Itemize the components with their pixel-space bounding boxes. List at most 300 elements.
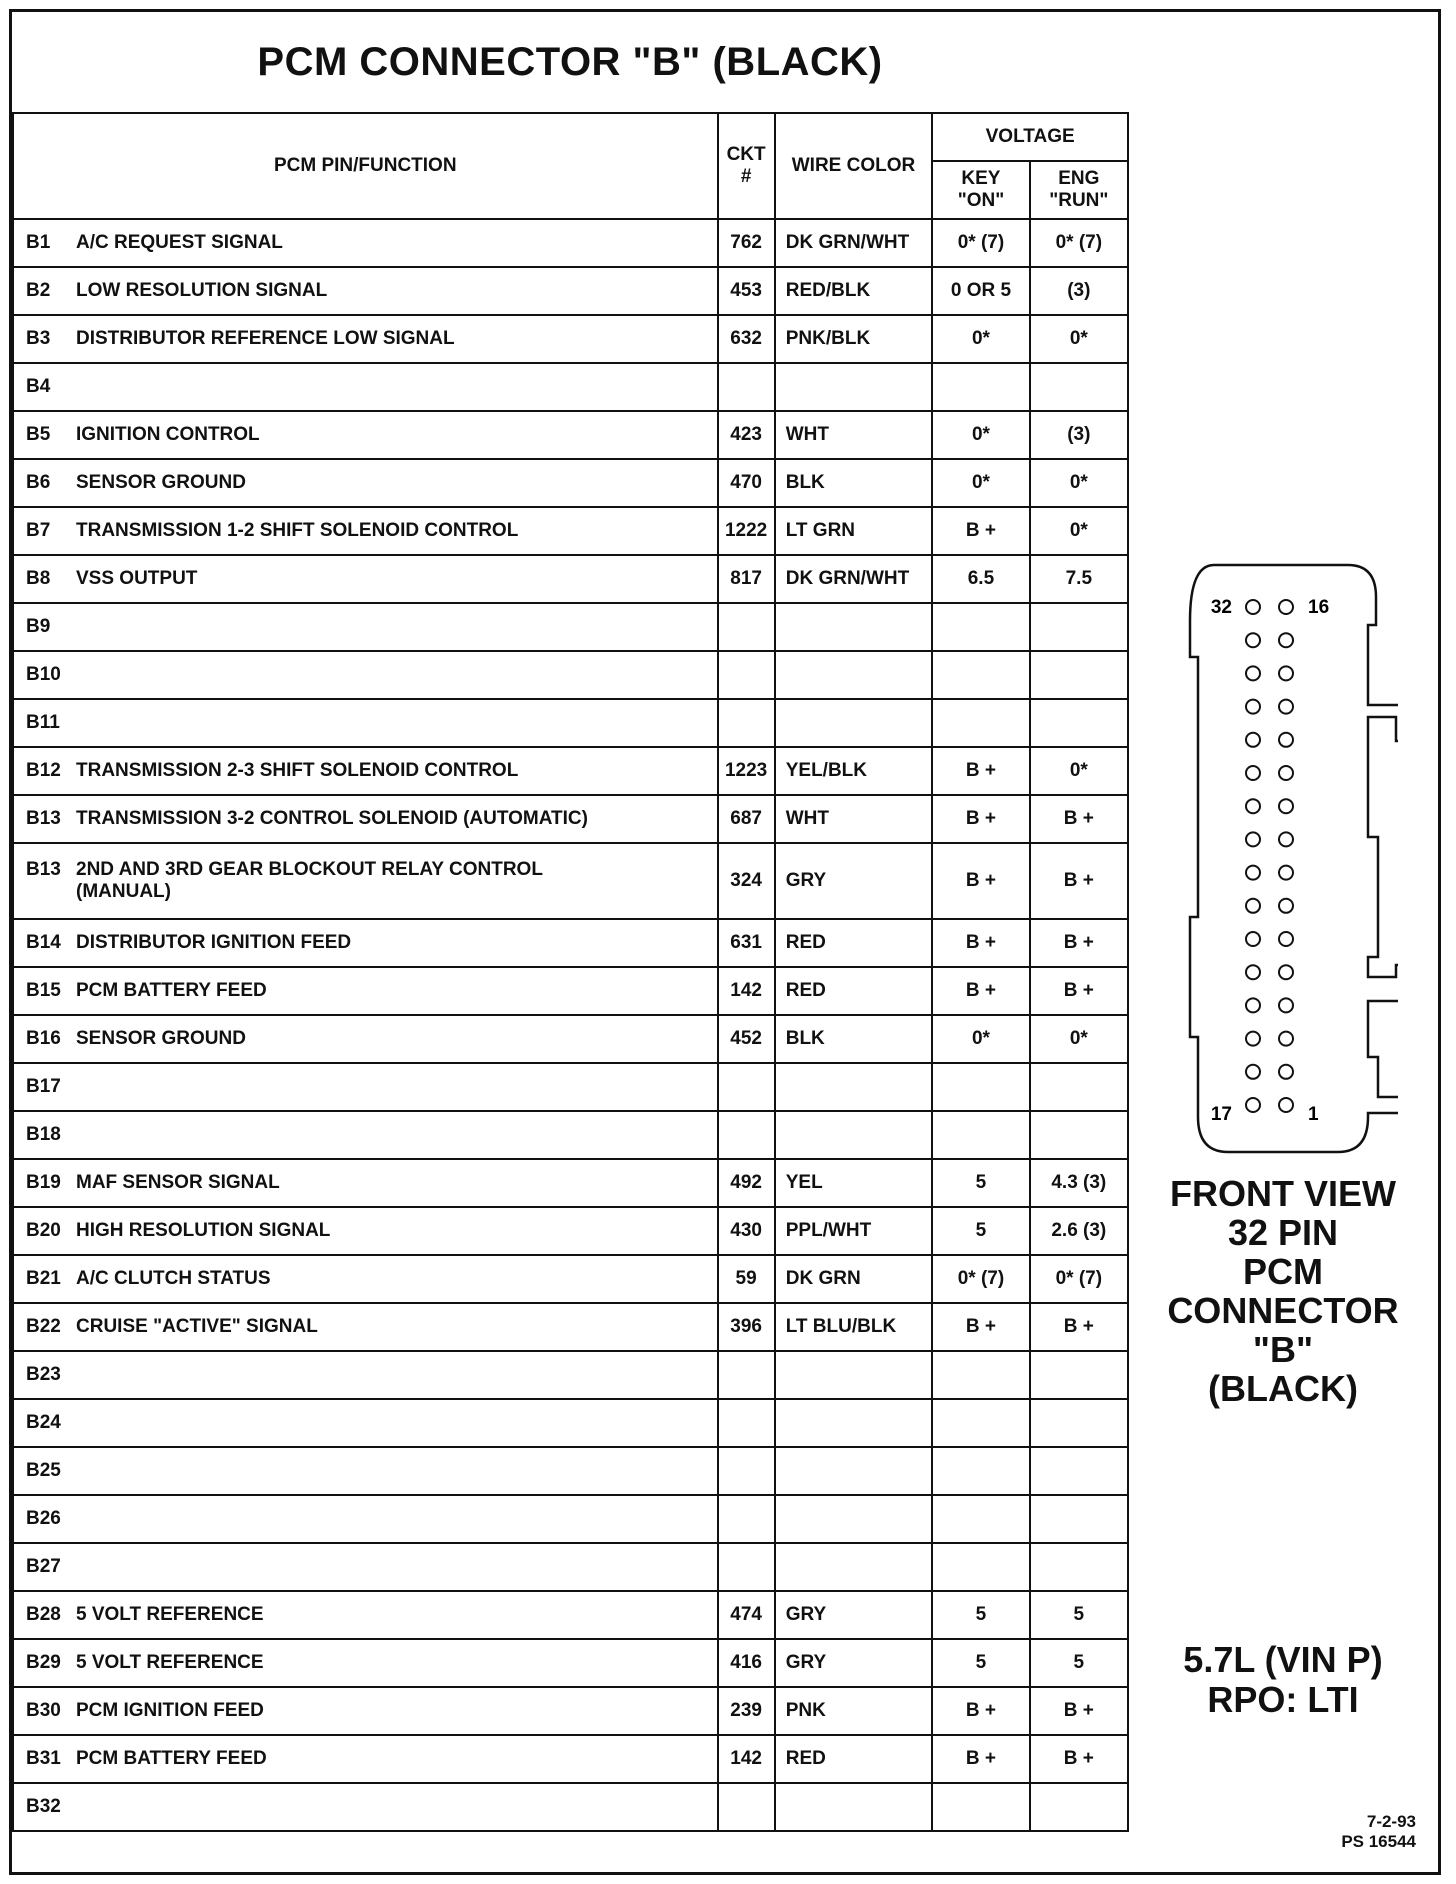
connector-pin xyxy=(1246,1032,1260,1046)
wire-color: DK GRN xyxy=(775,1255,933,1303)
voltage-key-on xyxy=(932,363,1029,411)
pin-function-cell xyxy=(13,1447,718,1495)
pin-function-cell xyxy=(13,603,718,651)
connector-pin xyxy=(1279,866,1293,880)
pin-function-cell xyxy=(13,1255,718,1303)
connector-pin xyxy=(1246,799,1260,813)
pin-function-cell xyxy=(13,1639,718,1687)
connector-pin xyxy=(1279,899,1293,913)
pin-function-cell xyxy=(13,1351,718,1399)
wire-color xyxy=(775,1543,933,1591)
table-row xyxy=(13,843,1128,919)
pin-id: B12 xyxy=(26,760,61,781)
pin-label-17: 17 xyxy=(1210,1104,1232,1125)
pin-id: B14 xyxy=(26,932,61,953)
pin-function-cell xyxy=(13,1063,718,1111)
pin-function: 2ND AND 3RD GEAR BLOCKOUT RELAY CONTROL (MANUAL) xyxy=(76,859,543,902)
connector-pins xyxy=(1246,600,1293,1112)
voltage-eng-run xyxy=(1030,699,1128,747)
circuit-number: 1222 xyxy=(718,507,775,555)
pin-function: VSS OUTPUT xyxy=(76,568,198,589)
circuit-number: 1223 xyxy=(718,747,775,795)
circuit-number xyxy=(718,1351,775,1399)
pin-function: IGNITION CONTROL xyxy=(76,424,260,445)
pin-function: DISTRIBUTOR IGNITION FEED xyxy=(76,932,352,953)
pin-function: TRANSMISSION 3-2 CONTROL SOLENOID (AUTOMATIC) xyxy=(76,808,588,829)
circuit-number xyxy=(718,1495,775,1543)
voltage-key-on: B + xyxy=(932,747,1029,795)
pin-id: B5 xyxy=(26,424,51,445)
table-row xyxy=(13,315,1128,363)
pin-function-cell xyxy=(13,1399,718,1447)
wire-color: YEL/BLK xyxy=(775,747,933,795)
voltage-eng-run xyxy=(1030,1495,1128,1543)
voltage-key-on: 6.5 xyxy=(932,555,1029,603)
table-row xyxy=(13,1015,1128,1063)
pin-id: B7 xyxy=(26,520,51,541)
voltage-key-on xyxy=(932,1495,1029,1543)
pin-id: B22 xyxy=(26,1316,61,1337)
circuit-number: 396 xyxy=(718,1303,775,1351)
pin-function-cell xyxy=(13,699,718,747)
pin-function-cell xyxy=(13,1591,718,1639)
voltage-eng-run xyxy=(1030,1111,1128,1159)
circuit-number xyxy=(718,1447,775,1495)
voltage-eng-run: 0* (7) xyxy=(1030,219,1128,267)
voltage-eng-run: B + xyxy=(1030,1303,1128,1351)
pin-function-cell xyxy=(13,267,718,315)
pin-id: B18 xyxy=(26,1124,61,1145)
table-row xyxy=(13,459,1128,507)
table-row xyxy=(13,1351,1128,1399)
voltage-key-on: 0* xyxy=(932,459,1029,507)
header-function: PCM PIN/FUNCTION xyxy=(13,113,718,219)
pin-id: B25 xyxy=(26,1460,61,1481)
wire-color: YEL xyxy=(775,1159,933,1207)
circuit-number: 474 xyxy=(718,1591,775,1639)
voltage-key-on: 5 xyxy=(932,1639,1029,1687)
voltage-key-on: B + xyxy=(932,1735,1029,1783)
pin-id: B13 xyxy=(26,859,61,880)
connector-pin xyxy=(1246,600,1260,614)
circuit-number: 817 xyxy=(718,555,775,603)
table-row xyxy=(13,1735,1128,1783)
connector-pin xyxy=(1246,1098,1260,1112)
circuit-number xyxy=(718,699,775,747)
circuit-number: 59 xyxy=(718,1255,775,1303)
voltage-key-on xyxy=(932,1399,1029,1447)
wire-color xyxy=(775,699,933,747)
table-row xyxy=(13,1111,1128,1159)
circuit-number: 430 xyxy=(718,1207,775,1255)
page-title: PCM CONNECTOR "B" (BLACK) xyxy=(257,39,883,84)
pin-function-cell xyxy=(13,843,718,919)
doc-ref-line: PS 16544 xyxy=(1341,1832,1416,1851)
table-row xyxy=(13,699,1128,747)
header-wire: WIRE COLOR xyxy=(775,113,933,219)
wire-color xyxy=(775,363,933,411)
voltage-key-on: 0* (7) xyxy=(932,219,1029,267)
pin-function-cell xyxy=(13,459,718,507)
voltage-eng-run xyxy=(1030,1399,1128,1447)
voltage-eng-run: B + xyxy=(1030,795,1128,843)
connector-outline xyxy=(1190,565,1398,1152)
table-row xyxy=(13,411,1128,459)
circuit-number: 631 xyxy=(718,919,775,967)
pin-id: B21 xyxy=(26,1268,61,1289)
pin-id: B13 xyxy=(26,808,61,829)
voltage-eng-run: 0* xyxy=(1030,507,1128,555)
pin-function: HIGH RESOLUTION SIGNAL xyxy=(76,1220,331,1241)
pin-function-cell xyxy=(13,967,718,1015)
connector-pin xyxy=(1246,899,1260,913)
pin-function-cell xyxy=(13,1543,718,1591)
pin-label-16: 16 xyxy=(1308,597,1330,618)
front-view-line: (BLACK) xyxy=(1208,1368,1358,1409)
voltage-key-on: B + xyxy=(932,967,1029,1015)
connector-pin xyxy=(1246,866,1260,880)
pin-function-cell xyxy=(13,651,718,699)
connector-pin xyxy=(1279,998,1293,1012)
header-eng-run: ENG "RUN" xyxy=(1030,161,1128,219)
front-view-line: 32 PIN xyxy=(1227,1212,1339,1253)
circuit-number: 687 xyxy=(718,795,775,843)
pin-function-cell xyxy=(13,919,718,967)
header-ckt: CKT # xyxy=(718,113,775,219)
pin-function-cell xyxy=(13,747,718,795)
pin-function-cell xyxy=(13,219,718,267)
voltage-key-on xyxy=(932,1447,1029,1495)
table-row xyxy=(13,1591,1128,1639)
wire-color xyxy=(775,1447,933,1495)
voltage-eng-run: 0* xyxy=(1030,459,1128,507)
table-row xyxy=(13,267,1128,315)
voltage-eng-run: B + xyxy=(1030,967,1128,1015)
wire-color: RED xyxy=(775,967,933,1015)
pin-function-cell xyxy=(13,507,718,555)
pin-id: B19 xyxy=(26,1172,61,1193)
pin-id: B24 xyxy=(26,1412,61,1433)
connector-sheet xyxy=(9,9,1441,1875)
connector-pin xyxy=(1279,700,1293,714)
connector-pin xyxy=(1246,998,1260,1012)
connector-pin xyxy=(1246,733,1260,747)
circuit-number: 452 xyxy=(718,1015,775,1063)
circuit-number xyxy=(718,1063,775,1111)
wire-color xyxy=(775,651,933,699)
pin-function-cell xyxy=(13,795,718,843)
pin-function: TRANSMISSION 1-2 SHIFT SOLENOID CONTROL xyxy=(76,520,519,541)
pin-function: A/C CLUTCH STATUS xyxy=(76,1268,271,1289)
voltage-key-on xyxy=(932,699,1029,747)
connector-pin xyxy=(1279,799,1293,813)
wire-color xyxy=(775,603,933,651)
pin-function-cell xyxy=(13,1015,718,1063)
pin-label-32: 32 xyxy=(1210,597,1232,618)
pin-function-cell xyxy=(13,1303,718,1351)
pin-id: B17 xyxy=(26,1076,61,1097)
engine-line: RPO: LTI xyxy=(1207,1679,1359,1720)
connector-pin xyxy=(1246,832,1260,846)
table-row xyxy=(13,1639,1128,1687)
pin-function: SENSOR GROUND xyxy=(76,1028,246,1049)
front-view-line: FRONT VIEW xyxy=(1170,1173,1396,1214)
voltage-key-on: 5 xyxy=(932,1207,1029,1255)
pin-function-cell xyxy=(13,363,718,411)
table-row xyxy=(13,1783,1128,1831)
voltage-eng-run xyxy=(1030,1351,1128,1399)
table-row xyxy=(13,1255,1128,1303)
pin-id: B15 xyxy=(26,980,61,1001)
wire-color xyxy=(775,1399,933,1447)
voltage-eng-run: B + xyxy=(1030,843,1128,919)
doc-ref-line: 7-2-93 xyxy=(1366,1812,1416,1831)
engine-line: 5.7L (VIN P) xyxy=(1183,1639,1383,1680)
connector-pin xyxy=(1279,766,1293,780)
circuit-number xyxy=(718,603,775,651)
pin-function-cell xyxy=(13,411,718,459)
pin-id: B2 xyxy=(26,280,51,301)
connector-pin xyxy=(1246,666,1260,680)
pin-id: B23 xyxy=(26,1364,61,1385)
voltage-key-on: B + xyxy=(932,1687,1029,1735)
pin-function: LOW RESOLUTION SIGNAL xyxy=(76,280,328,301)
pin-table xyxy=(12,112,1129,1832)
voltage-key-on xyxy=(932,1111,1029,1159)
wire-color: LT BLU/BLK xyxy=(775,1303,933,1351)
table-row xyxy=(13,507,1128,555)
table-row xyxy=(13,1063,1128,1111)
wire-color: BLK xyxy=(775,459,933,507)
pin-label-1: 1 xyxy=(1308,1104,1319,1125)
wire-color: RED xyxy=(775,1735,933,1783)
header-key-on: KEY "ON" xyxy=(932,161,1029,219)
circuit-number: 453 xyxy=(718,267,775,315)
pin-id: B16 xyxy=(26,1028,61,1049)
connector-pin xyxy=(1246,932,1260,946)
pin-function: A/C REQUEST SIGNAL xyxy=(76,232,283,253)
circuit-number: 239 xyxy=(718,1687,775,1735)
connector-pin xyxy=(1279,600,1293,614)
circuit-number: 423 xyxy=(718,411,775,459)
wire-color: PNK/BLK xyxy=(775,315,933,363)
wire-color: DK GRN/WHT xyxy=(775,555,933,603)
pin-id: B20 xyxy=(26,1220,61,1241)
wire-color xyxy=(775,1063,933,1111)
table-row xyxy=(13,1303,1128,1351)
pin-id: B30 xyxy=(26,1700,61,1721)
voltage-eng-run: 5 xyxy=(1030,1639,1128,1687)
connector-pin xyxy=(1279,965,1293,979)
table-row xyxy=(13,1495,1128,1543)
voltage-key-on xyxy=(932,1783,1029,1831)
wire-color: DK GRN/WHT xyxy=(775,219,933,267)
pin-function: PCM BATTERY FEED xyxy=(76,1748,267,1769)
circuit-number: 324 xyxy=(718,843,775,919)
pin-function: CRUISE "ACTIVE" SIGNAL xyxy=(76,1316,318,1337)
voltage-key-on xyxy=(932,1351,1029,1399)
pin-id: B6 xyxy=(26,472,51,493)
voltage-eng-run: 0* xyxy=(1030,1015,1128,1063)
pin-function: PCM BATTERY FEED xyxy=(76,980,267,1001)
pin-id: B28 xyxy=(26,1604,61,1625)
header-voltage: VOLTAGE xyxy=(932,113,1128,161)
circuit-number: 632 xyxy=(718,315,775,363)
pin-function: 5 VOLT REFERENCE xyxy=(76,1604,264,1625)
voltage-key-on: B + xyxy=(932,507,1029,555)
voltage-eng-run xyxy=(1030,1447,1128,1495)
connector-panel xyxy=(1128,12,1438,1872)
circuit-number: 142 xyxy=(718,1735,775,1783)
pin-id: B4 xyxy=(26,376,51,397)
pin-function-cell xyxy=(13,1735,718,1783)
connector-pin xyxy=(1279,733,1293,747)
table-row xyxy=(13,795,1128,843)
voltage-key-on: 5 xyxy=(932,1159,1029,1207)
connector-pin xyxy=(1279,932,1293,946)
circuit-number xyxy=(718,651,775,699)
wire-color xyxy=(775,1495,933,1543)
voltage-eng-run: B + xyxy=(1030,1735,1128,1783)
wire-color: LT GRN xyxy=(775,507,933,555)
voltage-eng-run xyxy=(1030,651,1128,699)
pin-id: B10 xyxy=(26,664,61,685)
wire-color xyxy=(775,1783,933,1831)
front-view-line: CONNECTOR xyxy=(1167,1290,1399,1331)
table-row xyxy=(13,651,1128,699)
voltage-eng-run: 0* xyxy=(1030,315,1128,363)
table-row xyxy=(13,747,1128,795)
pin-function-cell xyxy=(13,1207,718,1255)
circuit-number xyxy=(718,1543,775,1591)
pin-function-cell xyxy=(13,315,718,363)
pin-id: B32 xyxy=(26,1796,61,1817)
wire-color: PPL/WHT xyxy=(775,1207,933,1255)
engine-spec xyxy=(1128,1640,1438,1720)
pin-id: B29 xyxy=(26,1652,61,1673)
pin-id: B1 xyxy=(26,232,51,253)
voltage-eng-run xyxy=(1030,1063,1128,1111)
voltage-key-on: B + xyxy=(932,795,1029,843)
wire-color xyxy=(775,1111,933,1159)
wire-color: WHT xyxy=(775,795,933,843)
table-row xyxy=(13,967,1128,1015)
connector-pin xyxy=(1279,1032,1293,1046)
connector-pin xyxy=(1279,666,1293,680)
front-view-line: PCM xyxy=(1243,1251,1323,1292)
pin-function: MAF SENSOR SIGNAL xyxy=(76,1172,280,1193)
pin-function-cell xyxy=(13,1111,718,1159)
connector-pin xyxy=(1246,700,1260,714)
voltage-eng-run: 0* xyxy=(1030,747,1128,795)
pin-function: TRANSMISSION 2-3 SHIFT SOLENOID CONTROL xyxy=(76,760,519,781)
front-view-caption xyxy=(1128,1174,1438,1408)
pin-function-cell xyxy=(13,1783,718,1831)
connector-pin xyxy=(1246,633,1260,647)
voltage-eng-run: 5 xyxy=(1030,1591,1128,1639)
document-reference xyxy=(1341,1812,1416,1852)
wire-color: RED xyxy=(775,919,933,967)
wire-color xyxy=(775,1351,933,1399)
wire-color: GRY xyxy=(775,843,933,919)
pin-function-cell xyxy=(13,1687,718,1735)
pin-function: 5 VOLT REFERENCE xyxy=(76,1652,264,1673)
table-row xyxy=(13,1687,1128,1735)
circuit-number: 762 xyxy=(718,219,775,267)
connector-pin xyxy=(1279,1098,1293,1112)
connector-pin xyxy=(1279,633,1293,647)
voltage-key-on: 0* (7) xyxy=(932,1255,1029,1303)
table-row xyxy=(13,1399,1128,1447)
voltage-eng-run xyxy=(1030,603,1128,651)
pin-id: B11 xyxy=(26,712,60,733)
circuit-number: 470 xyxy=(718,459,775,507)
circuit-number xyxy=(718,1783,775,1831)
table-row xyxy=(13,555,1128,603)
circuit-number: 142 xyxy=(718,967,775,1015)
table-row xyxy=(13,1447,1128,1495)
wire-color: GRY xyxy=(775,1591,933,1639)
circuit-number: 416 xyxy=(718,1639,775,1687)
voltage-eng-run: 2.6 (3) xyxy=(1030,1207,1128,1255)
table-row xyxy=(13,1159,1128,1207)
voltage-key-on xyxy=(932,603,1029,651)
voltage-eng-run: B + xyxy=(1030,919,1128,967)
pin-rows xyxy=(13,219,1128,1831)
circuit-number xyxy=(718,363,775,411)
voltage-key-on: B + xyxy=(932,1303,1029,1351)
voltage-eng-run: 0* (7) xyxy=(1030,1255,1128,1303)
voltage-key-on: B + xyxy=(932,843,1029,919)
pin-id: B27 xyxy=(26,1556,61,1577)
connector-pin xyxy=(1279,1065,1293,1079)
pin-function-cell xyxy=(13,1159,718,1207)
voltage-key-on xyxy=(932,1543,1029,1591)
pin-function-cell xyxy=(13,1495,718,1543)
front-view-line: "B" xyxy=(1252,1329,1314,1370)
connector-pin xyxy=(1246,965,1260,979)
table-row xyxy=(13,1207,1128,1255)
voltage-eng-run: 4.3 (3) xyxy=(1030,1159,1128,1207)
wire-color: PNK xyxy=(775,1687,933,1735)
pin-function: PCM IGNITION FEED xyxy=(76,1700,264,1721)
voltage-key-on: 5 xyxy=(932,1591,1029,1639)
wire-color: RED/BLK xyxy=(775,267,933,315)
pin-function-cell xyxy=(13,555,718,603)
voltage-eng-run: 7.5 xyxy=(1030,555,1128,603)
table-row xyxy=(13,603,1128,651)
table-row xyxy=(13,919,1128,967)
voltage-eng-run xyxy=(1030,1543,1128,1591)
wire-color: GRY xyxy=(775,1639,933,1687)
voltage-key-on xyxy=(932,651,1029,699)
pin-id: B3 xyxy=(26,328,51,349)
table-row xyxy=(13,1543,1128,1591)
connector-pin xyxy=(1246,1065,1260,1079)
circuit-number xyxy=(718,1111,775,1159)
circuit-number xyxy=(718,1399,775,1447)
pin-id: B9 xyxy=(26,616,51,637)
circuit-number: 492 xyxy=(718,1159,775,1207)
voltage-eng-run xyxy=(1030,363,1128,411)
pin-function: SENSOR GROUND xyxy=(76,472,246,493)
voltage-key-on xyxy=(932,1063,1029,1111)
connector-pin xyxy=(1246,766,1260,780)
connector-front-view-diagram xyxy=(1168,557,1398,1157)
voltage-eng-run: (3) xyxy=(1030,267,1128,315)
wire-color: BLK xyxy=(775,1015,933,1063)
table-row xyxy=(13,219,1128,267)
